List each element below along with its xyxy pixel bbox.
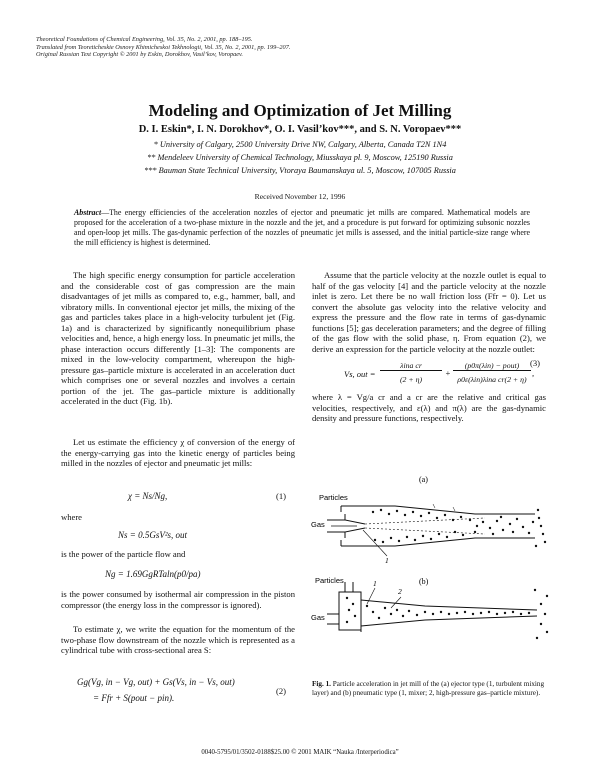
affiliation-1: * University of Calgary, 2500 University Drive NW, Calgary, Alberta, Canada T2N 1N4 [153,140,447,149]
paragraph: Assume that the particle velocity at the nozzle outlet is equal to half of the gas velocity [4] and the particle velocity at the nozzle inlet is zero. Let there be no wall friction loss (Ffr = 0). Let us convert the absolute gas velocity into the relative velocity and express the pressure and the flow rate in terms of gas-dynamic functions [5]; gas deceleration parameters; and the degree of filling of the gas flow with the solid phase, η. From equation (2), we derive an expression for the particle velocity at the nozzle outlet: [312,270,546,354]
authors: D. I. Eskin*, I. N. Dorokhov*, O. I. Vasil’kov***, and S. N. Voropaev*** [138,124,462,135]
copyright-footer: 0040-5795/01/3502-0188$25.00 © 2001 MAIK “Nauka /Interperiodica” [201,749,399,756]
fig-b-particles-label: Particles [315,576,344,585]
fig-label-a: (a) [419,475,428,484]
fig-a-particles-label: Particles [319,493,348,502]
journal-header [36,36,290,59]
pneumatic-nozzle-drawing [327,582,537,632]
paper-title: Modeling and Optimization of Jet Milling [148,101,452,120]
equation-1-number: (1) [276,491,287,501]
equation-ns: Ns = 0.5GsV²s, out [118,530,188,540]
fig-b-gas-label: Gas [311,613,325,622]
right-column-p2: where λ = Vg/a cr and a cr are the relative and critical gas velocities, respectively, and ε(λ) and π(λ) are the gas-dynamic density and pressure functions, respectively. [312,392,546,423]
fig-label-b: (b) [419,577,429,586]
fig-b-number-2: 2 [398,587,402,596]
pneumatic-particles [346,589,548,639]
equation-ng: Ng = 1.69GgRTaln(p0/pa) [105,569,201,579]
figure-caption-text: Particle acceleration in jet mill of the (a) ejector type (1, turbulent mixing layer) and (b) pneumatic type (1, mixer; 2, high-pressure gas–particle mixture). [312,680,545,697]
abstract-label: Abstract [74,208,102,217]
received-date: Received November 12, 1996 [254,192,346,201]
equation-3-lhs: Vs, out = [344,369,376,379]
header-line: Theoretical Foundations of Chemical Engineering, Vol. 35, No. 2, 2001, pp. 188–195. [36,36,253,43]
left-column-p3 [61,624,295,656]
ng-text: is the power consumed by isothermal air compression in the piston compressor (the energy loss in the compressor is ignored). [61,589,295,610]
right-column-p1 [312,270,546,354]
ejector-particles [372,509,546,547]
equation-3-frac2-den: ρ0ε(λin)λina cr(2 + η) [457,375,527,384]
figure-caption [312,680,546,698]
figure-1 [305,448,550,678]
equation-2-line1: Gg(Vg, in − Vg, out) + Gs(Vs, in − Vs, out) [77,677,235,687]
equation-2-line2: = Ffr + S(pout − pin). [93,693,175,703]
left-column-p1 [61,270,295,407]
equation-3-frac1-num: λina cr [380,361,442,371]
affiliation-2: ** Mendeleev University of Chemical Technology, Miusskaya pl. 9, Moscow, 125190 Russia [147,153,453,162]
equation-3-number: (3) [530,358,541,368]
ns-text: is the power of the particle flow and [61,549,186,559]
equation-3-tail: , [532,368,535,378]
affiliation-3: *** Bauman State Technical University, Vtoraya Baumanskaya ul. 5, Moscow, 107005 Russia [144,166,456,175]
fig-b-number-1: 1 [373,579,377,588]
paragraph: To estimate χ, we write the equation for the momentum of the two-phase flow downstream of the nozzle which is represented as a cylindrical tube with cross-sectional area S: [61,624,295,655]
figure-caption-label: Fig. 1. [312,680,331,688]
paragraph: The high specific energy consumption for particle acceleration and the considerable cost of gas compression are the main disadvantages of jet mills as compared to, e.g., hammer, ball, and vibratory mills. In conventional ejector jet mills, the mixing of the gas and particles takes place in a high-velocity turbulent jet (Fig. 1a) and is characterized by significantly nonequilibrium phase velocities and, hence, a high energy loss. In pneumatic jet mills, the phase interaction occurs differently [1–3]: The components are mixed in the low-velocity compartment, whereupon the high-pressure gas–particle mixture is accelerated in an acceleration duct which comprises one or several nozzles and involves a certain portion of the jet. The gas–particle mixture is additionally accelerated in the duct (Fig. 1b). [61,270,295,406]
equation-2-number: (2) [276,686,287,696]
header-line: Original Russian Text Copyright © 2001 by Eskin, Dorokhov, Vasil’kov, Voropaev. [36,51,243,59]
left-column-p2 [61,437,295,469]
fig-a-gas-label: Gas [311,520,325,529]
equation-3-plus: + [445,368,451,378]
where-label: where [61,512,82,522]
equation-3-frac1-den: (2 + η) [399,375,423,384]
abstract [74,208,530,248]
abstract-text: —The energy efficiencies of the acceleration nozzles of ejector and pneumatic jet mills are compared. Mathematical models are proposed for the acceleration of a two-phase mixture in the nozzle and the jet, and a procedure is put forward for optimizing subsonic nozzles and open-loop jet mills. The gas-dynamic perfection of the nozzles of pneumatic jet mills is assessed, and the initial particle-size range where the mill efficiency is highest is determined. [74,208,530,247]
paragraph: Let us estimate the efficiency χ of conversion of the energy of the energy-carrying gas into the kinetic energy of particles being milled in the nozzles of ejector and pneumatic jet mills: [61,437,295,468]
equation-1: χ = Ns/Ng, [128,491,168,501]
header-line: Translated from Teoreticheskie Osnovy Khimicheskoi Tekhnologii, Vol. 35, No. 2, 2001, pp. 199–207. [36,43,291,51]
equation-3-frac2-num: (p0π(λin) − pout) [453,361,531,371]
fig-a-number-1: 1 [385,556,389,565]
